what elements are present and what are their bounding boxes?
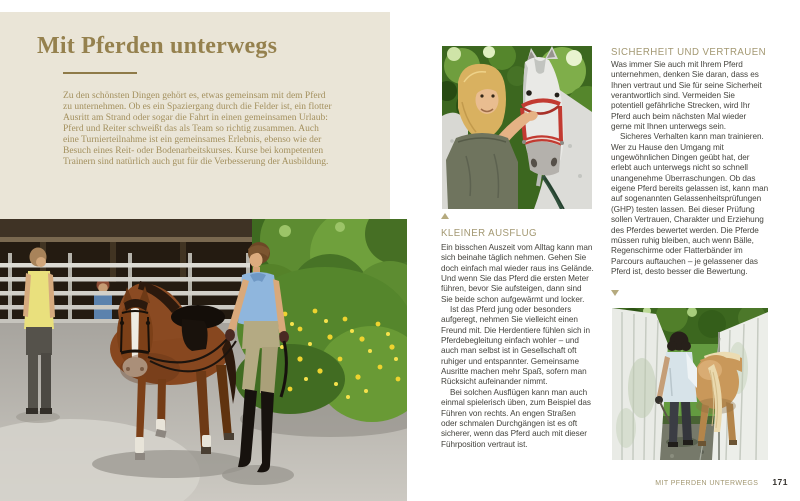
heading-sicherheit-und-vertrauen: SICHERHEIT UND VERTRAUEN	[611, 46, 767, 58]
paragraph: Bei solchen Ausflügen kann man auch einmal spielerisch üben, zum Beispiel das Führen von rechts. An engen Straßen oder schmalen Durchgängen ist es oft sicherer, wenn das Pferd auch mit dieser Führposition vertraut ist.	[441, 387, 591, 449]
heading-kleiner-ausflug: KLEINER AUSFLUG	[441, 227, 538, 239]
triangle-up-icon	[441, 213, 449, 219]
page-number: 171	[772, 477, 788, 487]
photo-parcours-palomino	[612, 308, 768, 460]
triangle-down-icon	[611, 290, 619, 296]
paragraph: Was immer Sie auch mit Ihrem Pferd unternehmen, denken Sie daran, dass es Ihnen vertraut und Sie für seine Sicherheit verantwortlich sind. Vermeiden Sie potentiell gefährliche Strecken, wird Ihr Pferd auch beim nächsten Mal wieder gerne mit Ihnen unterwegs sein.	[611, 60, 762, 132]
intro-paragraph: Zu den schönsten Dingen gehört es, etwas gemeinsam mit dem Pferd zu unternehmen. Ob es ein Spaziergang durch die Felder ist, ein flotter Ausritt am Strand oder sogar die Fahrt in einen gemeinsamen Urlaub: Pferd und Reiter schweißt das als Team so richtig zusammen. Auch eine Turnierteilnahme ist ein gemeinsames Erlebnis, ebenso wie der Besuch eines Reit- oder Bodenarbeitskurses. Kurse bei kompetenten Trainern sind natürlich auch gut für die Verbesserung der Ausbildung.	[63, 91, 332, 167]
photo-leading-horse-stable	[0, 219, 407, 501]
column-kleiner-ausflug	[441, 243, 594, 450]
column-sicherheit	[611, 60, 769, 277]
title-rule	[63, 72, 137, 74]
page-title: Mit Pferden unterwegs	[37, 33, 278, 59]
photo-woman-grey-horse	[442, 46, 592, 209]
paragraph: Ein bisschen Auszeit vom Alltag kann man sich beinahe täglich nehmen. Gehen Sie doch einfach mal wieder raus ins Gelände. Und wenn Sie das Pferd die ersten Meter führen, bevor Sie aufsteigen, dann sind Sie beide schon aufgewärmt und locker.	[441, 243, 594, 304]
page-footer	[655, 477, 788, 487]
chapter-label: MIT PFERDEN UNTERWEGS	[655, 480, 759, 487]
paragraph: Ist das Pferd jung oder besonders aufgeregt, nehmen Sie vielleicht einen Freund mit. Die Herdentiere fühlen sich in Pferdebegleitung einfach wohler – und auch man selbst ist in Gesellschaft oft ruhiger und entspannter. Gemeinsame Ausritte machen mehr Spaß, sofern man Rücksicht aufeinander nimmt.	[441, 305, 590, 387]
paragraph: Sicheres Verhalten kann man trainieren. Wer zu Hause den Umgang mit ungewöhnlichen Dingen geübt hat, der erlebt auch unterwegs nicht so schnell unangenehme Überraschungen. Ob das eigene Pferd bereits gelassen ist, kann man auf sogenannten Gelassenheitsprüfungen (GHP) testen lassen. Bei dieser Prüfung sollen Vertrauen, Charakter und Erziehung des Pferdes bewertet werden. Die Pferde müssen ruhig bleiben, auch wenn Bälle, Regenschirme oder Flatterbänder im Parcours auftauchen – je gelassener das Pferd ist, desto besser die Bewertung.	[611, 132, 769, 276]
